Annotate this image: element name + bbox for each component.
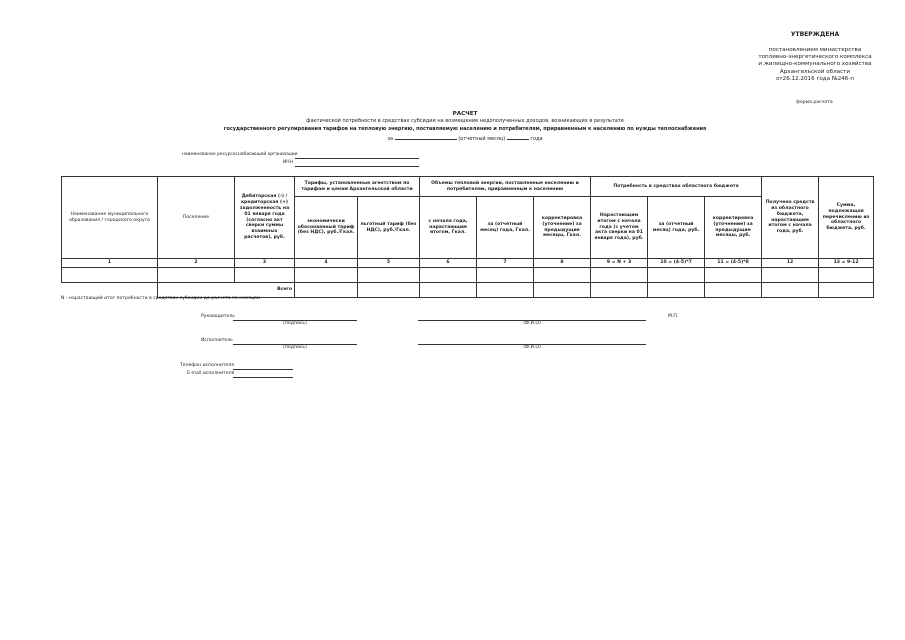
header-need-correction: корректировка (уточнение) за предыдущие месяцы, руб. [705, 197, 762, 259]
table-cell[interactable] [705, 268, 762, 283]
head-label: Руководитель [201, 314, 235, 319]
period-suffix: года [530, 136, 543, 142]
header-received: Получено средств из областного бюджета, нарастающим итогом с начала года, руб. [762, 177, 819, 259]
head-signature-caption: (подпись) [283, 321, 307, 326]
approval-line: постановлением министерства [768, 46, 862, 53]
period-prefix: за [387, 136, 394, 142]
table-cell[interactable] [358, 268, 420, 283]
inn-field[interactable] [295, 166, 419, 167]
year-blank[interactable] [507, 134, 529, 140]
header-need-month: за (отчетный месяц) года, руб. [648, 197, 705, 259]
inn-label: ИНН [283, 160, 293, 165]
total-cell[interactable] [648, 283, 705, 298]
col-num: 8 [534, 259, 591, 268]
table-cell[interactable] [295, 268, 358, 283]
header-municipality: Наименование муниципального образования / городского округа [62, 177, 158, 259]
header-tariffs-group: Тарифы, установленные агентством по тарифам и ценам Архангельской области [295, 177, 420, 197]
col-num: 1 [62, 259, 158, 268]
total-cell[interactable] [705, 283, 762, 298]
col-num: 13 = 9-12 [819, 259, 874, 268]
table-cell[interactable] [819, 268, 874, 283]
title-period-line [60, 134, 870, 144]
table-cell[interactable] [62, 268, 158, 283]
total-cell[interactable] [358, 283, 420, 298]
header-volume-ytd: с начала года, нарастающим итогом, Гкал. [420, 197, 477, 259]
total-cell[interactable] [819, 283, 874, 298]
approval-line: и жилищно-коммунального хозяйства [758, 61, 872, 68]
phone-field[interactable] [233, 369, 293, 370]
footnote: N - нарастающий итог потребности в средствах субсидии до расчета по месяцам [61, 296, 261, 301]
seal-mark: М.П. [668, 314, 679, 319]
email-field[interactable] [233, 377, 293, 378]
header-settlement: Поселение [158, 177, 235, 259]
header-volume-correction: корректировка (уточнение) за предыдущие месяцы, Гкал. [534, 197, 591, 259]
title-line-2: фактической потребности в средствах субсидии на возмещение недополученных доходов, возникающих в результате [306, 118, 624, 124]
org-label: наименование ресурсоснабжающей организации [182, 152, 298, 157]
table-cell[interactable] [762, 268, 819, 283]
col-num: 11 = (4-5)*8 [705, 259, 762, 268]
executor-label: Исполнитель [201, 338, 233, 343]
email-label: E-mail исполнителя [187, 371, 235, 376]
col-num: 12 [762, 259, 819, 268]
total-cell[interactable] [534, 283, 591, 298]
header-volume-month: за (отчетный месяц) года, Гкал. [477, 197, 534, 259]
period-blank[interactable] [395, 134, 457, 140]
table-cell[interactable] [591, 268, 648, 283]
header-pref-tariff: льготный тариф (без НДС), руб./Гкал. [358, 197, 420, 259]
header-payable: Сумма, подлежащая перечислению из областного бюджета, руб. [819, 177, 874, 259]
total-cell[interactable] [420, 283, 477, 298]
table-cell[interactable] [534, 268, 591, 283]
col-num: 10 = (4-5)*7 [648, 259, 705, 268]
org-name-field[interactable] [295, 158, 419, 159]
title-line-3: государственного регулирования тарифов на тепловую энергию, поставляемую населению и потребителям, приравненным к населению по нужды теплоснабжения [223, 126, 707, 132]
executor-signature-caption: (подпись) [283, 345, 307, 350]
header-need-ytd: Нарастающим итогом с начала года (с учетом акта сверки на 01 января года), руб. [591, 197, 648, 259]
col-num: 2 [158, 259, 235, 268]
col-num: 9 = N + 3 [591, 259, 648, 268]
phone-label: Телефон исполнителя [180, 363, 235, 368]
table-cell[interactable] [235, 268, 295, 283]
table-cell[interactable] [477, 268, 534, 283]
approval-line: топливно-энергетического комплекса [758, 54, 872, 61]
col-num: 4 [295, 259, 358, 268]
col-num: 7 [477, 259, 534, 268]
col-num: 5 [358, 259, 420, 268]
header-volumes-group: Объемы тепловой энергии, поставленные населению и потребителям, приравненным к населению [420, 177, 591, 197]
total-cell[interactable] [295, 283, 358, 298]
form-label: форма расчета [796, 100, 833, 105]
period-month-label: (отчетный месяц) [458, 136, 506, 142]
header-debt: Дебиторская (-) / кредиторская (+) задолженность на 01 января года (согласно акт сверки суммы взаимных расчетов), руб. [235, 177, 295, 259]
calculation-table [61, 176, 874, 298]
executor-fio-caption: (Ф.И.О) [523, 345, 541, 350]
approval-line: Архангельской области [779, 68, 851, 75]
total-label: Всего [158, 283, 295, 298]
total-cell[interactable] [591, 283, 648, 298]
header-econ-tariff: экономически обоснованный тариф (без НДС), руб./Гкал. [295, 197, 358, 259]
total-cell[interactable] [477, 283, 534, 298]
approval-heading: УТВЕРЖДЕНА [790, 31, 840, 38]
approval-line: от26.12.2016 года №246-п [775, 75, 855, 82]
table-cell[interactable] [420, 268, 477, 283]
col-num: 3 [235, 259, 295, 268]
head-fio-caption: (Ф.И.О) [523, 321, 541, 326]
approval-block [735, 31, 895, 83]
col-num: 6 [420, 259, 477, 268]
header-need-group: Потребность в средствах областного бюджета [591, 177, 762, 197]
table-row [62, 268, 874, 283]
document-title: РАСЧЕТ [452, 111, 478, 117]
column-numbers-row [62, 259, 874, 268]
table-cell[interactable] [648, 268, 705, 283]
total-cell[interactable] [762, 283, 819, 298]
table-cell[interactable] [158, 268, 235, 283]
